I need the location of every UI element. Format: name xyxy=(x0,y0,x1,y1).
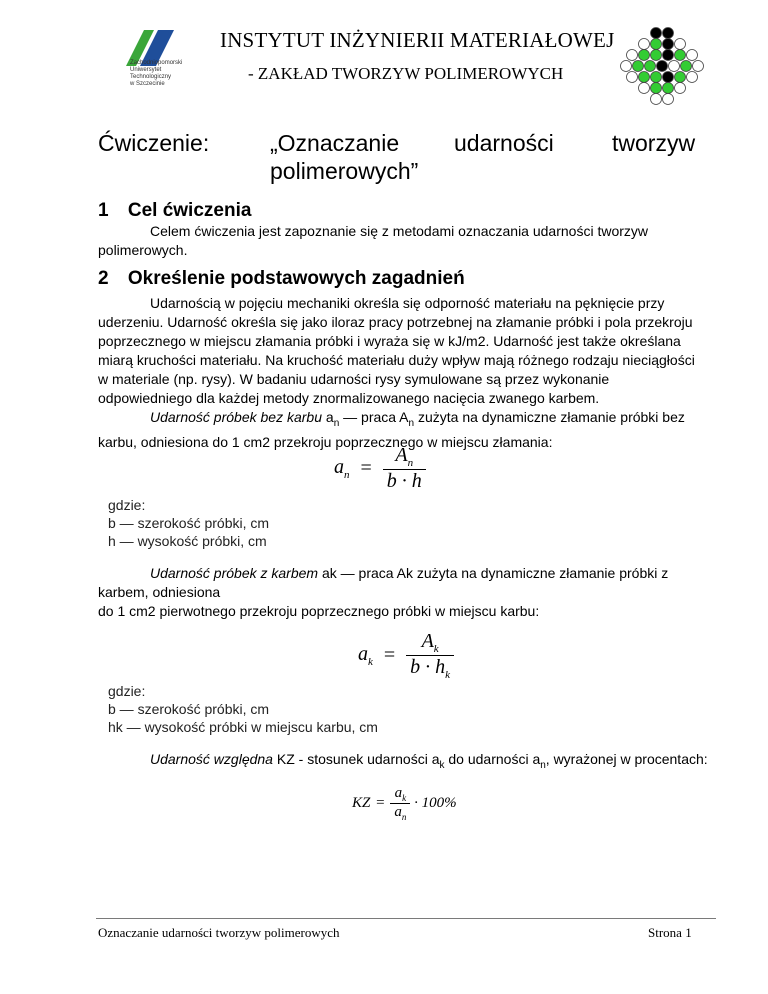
formula-an: $a_n$ = $\frac{A_n}{b \cdot h}$ xyxy=(334,444,426,493)
formula-1-legend: gdzie: b — szerokość próbki, cm h — wysokość próbki, cm xyxy=(108,497,270,549)
logo-caption: Zachodniopomorski Uniwersytet Technologiczny w Szczecinie xyxy=(130,60,183,87)
section-number: 2 xyxy=(98,268,109,289)
section-1-text: Celem ćwiczenia jest zapoznanie się z metodami oznaczania udarności tworzyw polimerowych. xyxy=(98,223,649,258)
formula-2-legend: gdzie: b — szerokość próbki, cm hk — wysokość próbki w miejscu karbu, cm xyxy=(108,683,378,735)
title-word-2: udarności xyxy=(454,130,554,156)
an-definition: Udarność próbek bez karbu $a_n$ — praca $A_n$ zużyta na dynamiczne złamanie próbki bez xyxy=(150,409,685,429)
title-line-2: polimerowych” xyxy=(270,158,419,184)
formula-kz: KZ = $\frac{a_k}{a_n}$ · 100% xyxy=(352,785,457,822)
kz-definition: Udarność względna KZ - stosunek udarności $a_k$ do udarności $a_n$, wyrażonej w procentach: xyxy=(150,751,708,771)
section-2-paragraph: Udarnością w pojęciu mechaniki określa się odporność materiału na pęknięcie przy uderzeniu. Udarność określa się jako iloraz pracy potrzebnej na złamanie próbki i pola przekroju poprzecznego w miejscu złamania próbki i wyraża się w kJ/m2. Udarność jest także określana miarą kruchości materiału. Na kruchość materiału duży wpływ mają różnego rodzaju nieciągłości w materiale (np. rysy). W badaniu udarności rysy symulowane są przez wykonanie odpowiedniego dla każdej metody znormalizowanego nacięcia zwanego karbem. Udarność próbek bez karbu $a_n$ — praca $A_n$ zużyta na dynamiczne złamanie próbki bez karbu, odniesiona do 1 cm2 przekroju poprzecznego w miejscu złamania: xyxy=(98,294,718,452)
section-2-heading xyxy=(98,268,465,290)
footer-title: Oznaczanie udarności tworzyw polimerowych xyxy=(98,925,340,940)
title-word-3: tworzyw xyxy=(612,130,696,156)
title-word-1: „Oznaczanie xyxy=(270,130,400,156)
section-title: Cel ćwiczenia xyxy=(127,200,252,221)
ak-definition: Udarność próbek z karbem ak — praca Ak zużyta na dynamiczne złamanie próbki z karbem, odniesiona do 1 cm2 pierwotnego przekroju poprzecznego próbki w miejscu karbu: xyxy=(98,565,669,619)
section-number: 1 xyxy=(98,200,109,221)
institute-name: INSTYTUT INŻYNIERII MATERIAŁOWEJ xyxy=(220,28,615,52)
formula-ak: $a_k$ = $\frac{A_k}{b \cdot h_k}$ xyxy=(358,630,454,681)
footer-divider xyxy=(96,918,716,919)
university-logo xyxy=(118,28,208,98)
department-name: - ZAKŁAD TWORZYW POLIMEROWYCH xyxy=(248,64,564,83)
section-title: Określenie podstawowych zagadnień xyxy=(127,268,465,289)
title-label: Ćwiczenie: xyxy=(98,130,210,156)
section-1-heading xyxy=(98,200,251,222)
page-number: Strona 1 xyxy=(648,925,692,940)
hex-molecule-logo-icon xyxy=(616,26,708,113)
